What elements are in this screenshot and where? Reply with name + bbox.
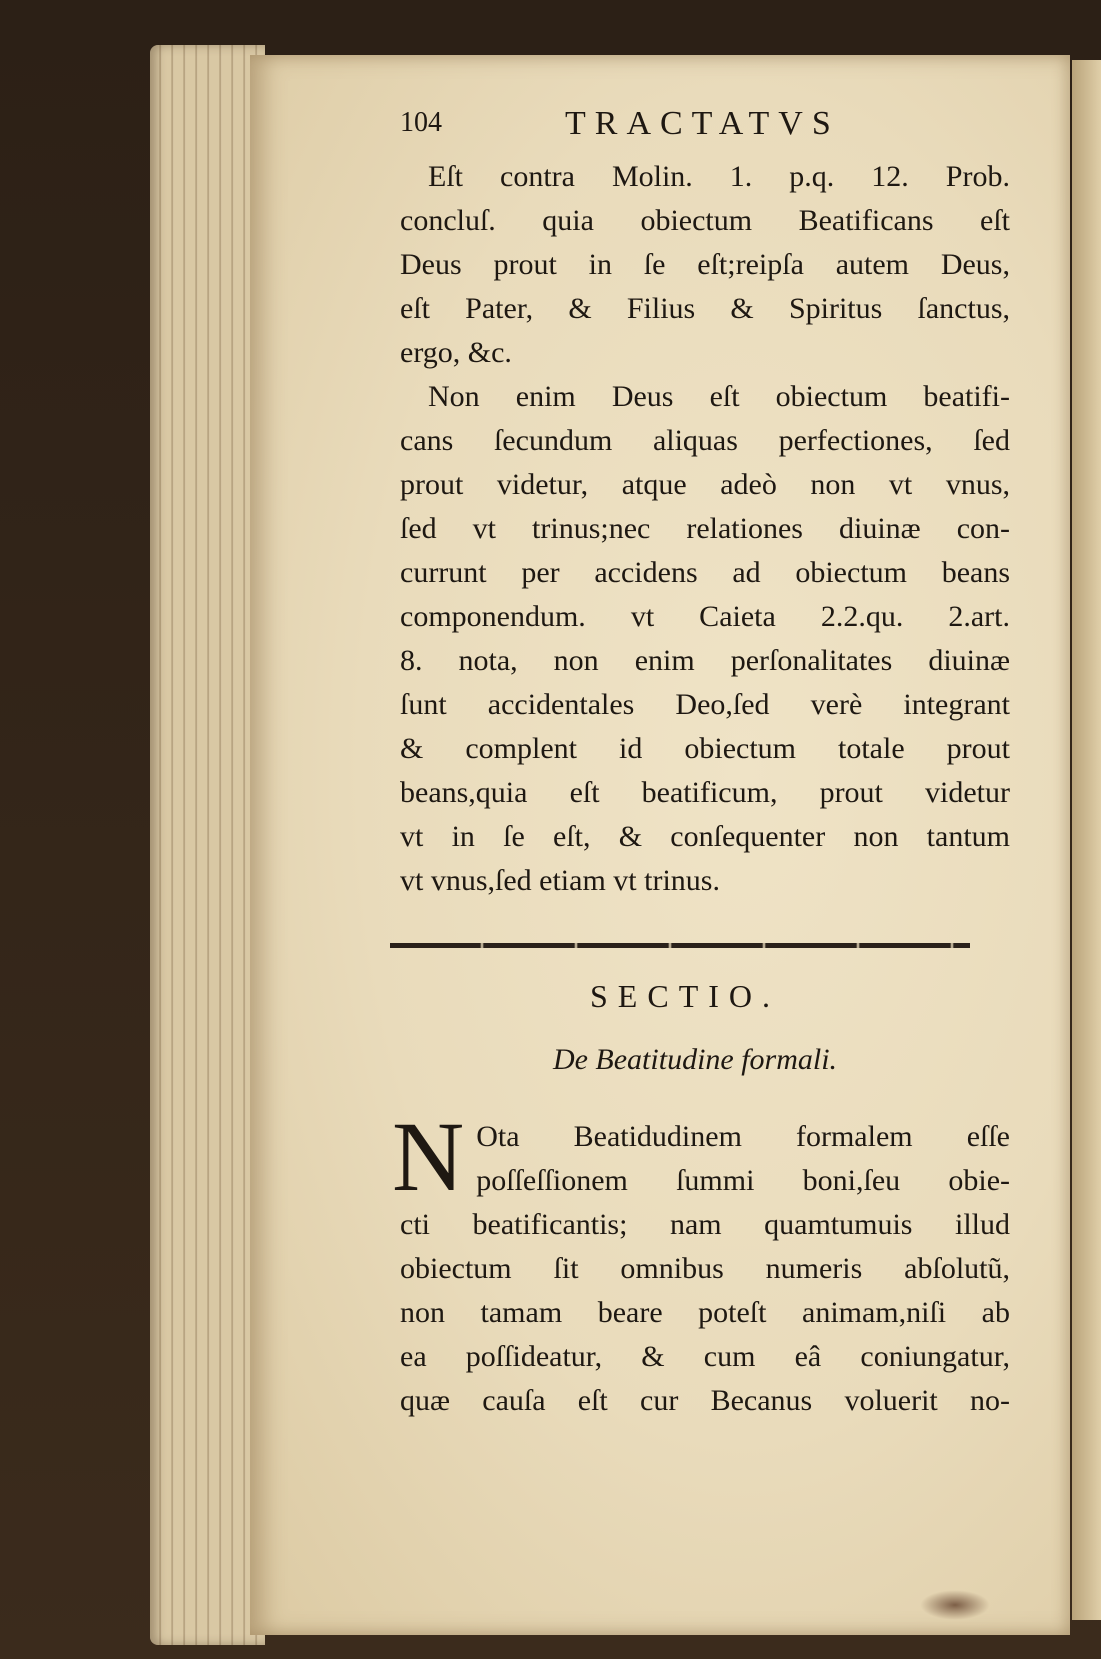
text-line: non tamam beare poteſt animam,niſi ab bbox=[400, 1296, 1010, 1329]
paragraph-3 bbox=[392, 1101, 1010, 1423]
running-title: TRACTATVS bbox=[565, 105, 840, 142]
section-title: SECTIO. bbox=[590, 978, 780, 1014]
paragraph-1 bbox=[400, 155, 1010, 375]
text-line: prout videtur, atque adeò non vt vnus, bbox=[400, 468, 1010, 501]
section-subtitle: De Beatitudine formali. bbox=[552, 1043, 838, 1076]
text-line: poſſeſſionem ſummi boni,ſeu obie- bbox=[476, 1164, 1010, 1197]
drop-cap: N bbox=[392, 1101, 465, 1212]
text-line: Ota Beatidudinem formalem eſſe bbox=[476, 1120, 1010, 1153]
page-number: 104 bbox=[400, 107, 442, 138]
text-line: obiectum ſit omnibus numeris abſolutũ, bbox=[400, 1252, 1010, 1285]
text-line: 8. nota, non enim perſonalitates diuinæ bbox=[400, 644, 1010, 677]
page-text bbox=[392, 105, 1010, 1423]
text-line: ergo, &c. bbox=[400, 336, 512, 369]
text-line: eſt Pater, & Filius & Spiritus ſanctus, bbox=[400, 292, 1010, 325]
facing-page-edge bbox=[1072, 60, 1101, 1620]
text-line: currunt per accidens ad obiectum beans bbox=[400, 556, 1010, 589]
text-line: componendum. vt Caieta 2.2.qu. 2.art. bbox=[400, 600, 1010, 633]
text-line: vt vnus,ſed etiam vt trinus. bbox=[400, 864, 720, 897]
text-line: cans ſecundum aliquas perfectiones, ſed bbox=[400, 424, 1010, 457]
text-line: beans,quia eſt beatificum, prout videtur bbox=[400, 776, 1010, 809]
text-line: ſed vt trinus;nec relationes diuinæ con- bbox=[400, 512, 1010, 545]
ink-stain bbox=[920, 1590, 990, 1620]
page-header bbox=[400, 105, 1010, 155]
text-line: Deus prout in ſe eſt;reipſa autem Deus, bbox=[400, 248, 1010, 281]
text-line: cti beatificantis; nam quamtumuis illud bbox=[400, 1208, 1010, 1241]
text-line: ea poſſideatur, & cum eâ coniungatur, bbox=[400, 1340, 1010, 1373]
text-line: ſunt accidentales Deo,ſed verè integrant bbox=[400, 688, 1010, 721]
paragraph-2 bbox=[400, 375, 1010, 903]
text-line: vt in ſe eſt, & conſequenter non tantum bbox=[400, 820, 1010, 853]
text-line: Eſt contra Molin. 1. p.q. 12. Prob. bbox=[428, 160, 1010, 193]
text-line: quæ cauſa eſt cur Becanus voluerit no- bbox=[400, 1384, 1010, 1417]
page-edges bbox=[150, 45, 265, 1645]
text-line: & complent id obiectum totale prout bbox=[400, 732, 1010, 765]
text-line: Non enim Deus eſt obiectum beatifi- bbox=[428, 380, 1010, 413]
text-line: concluſ. quia obiectum Beatificans eſt bbox=[400, 204, 1010, 237]
ornamental-rule bbox=[390, 943, 970, 948]
